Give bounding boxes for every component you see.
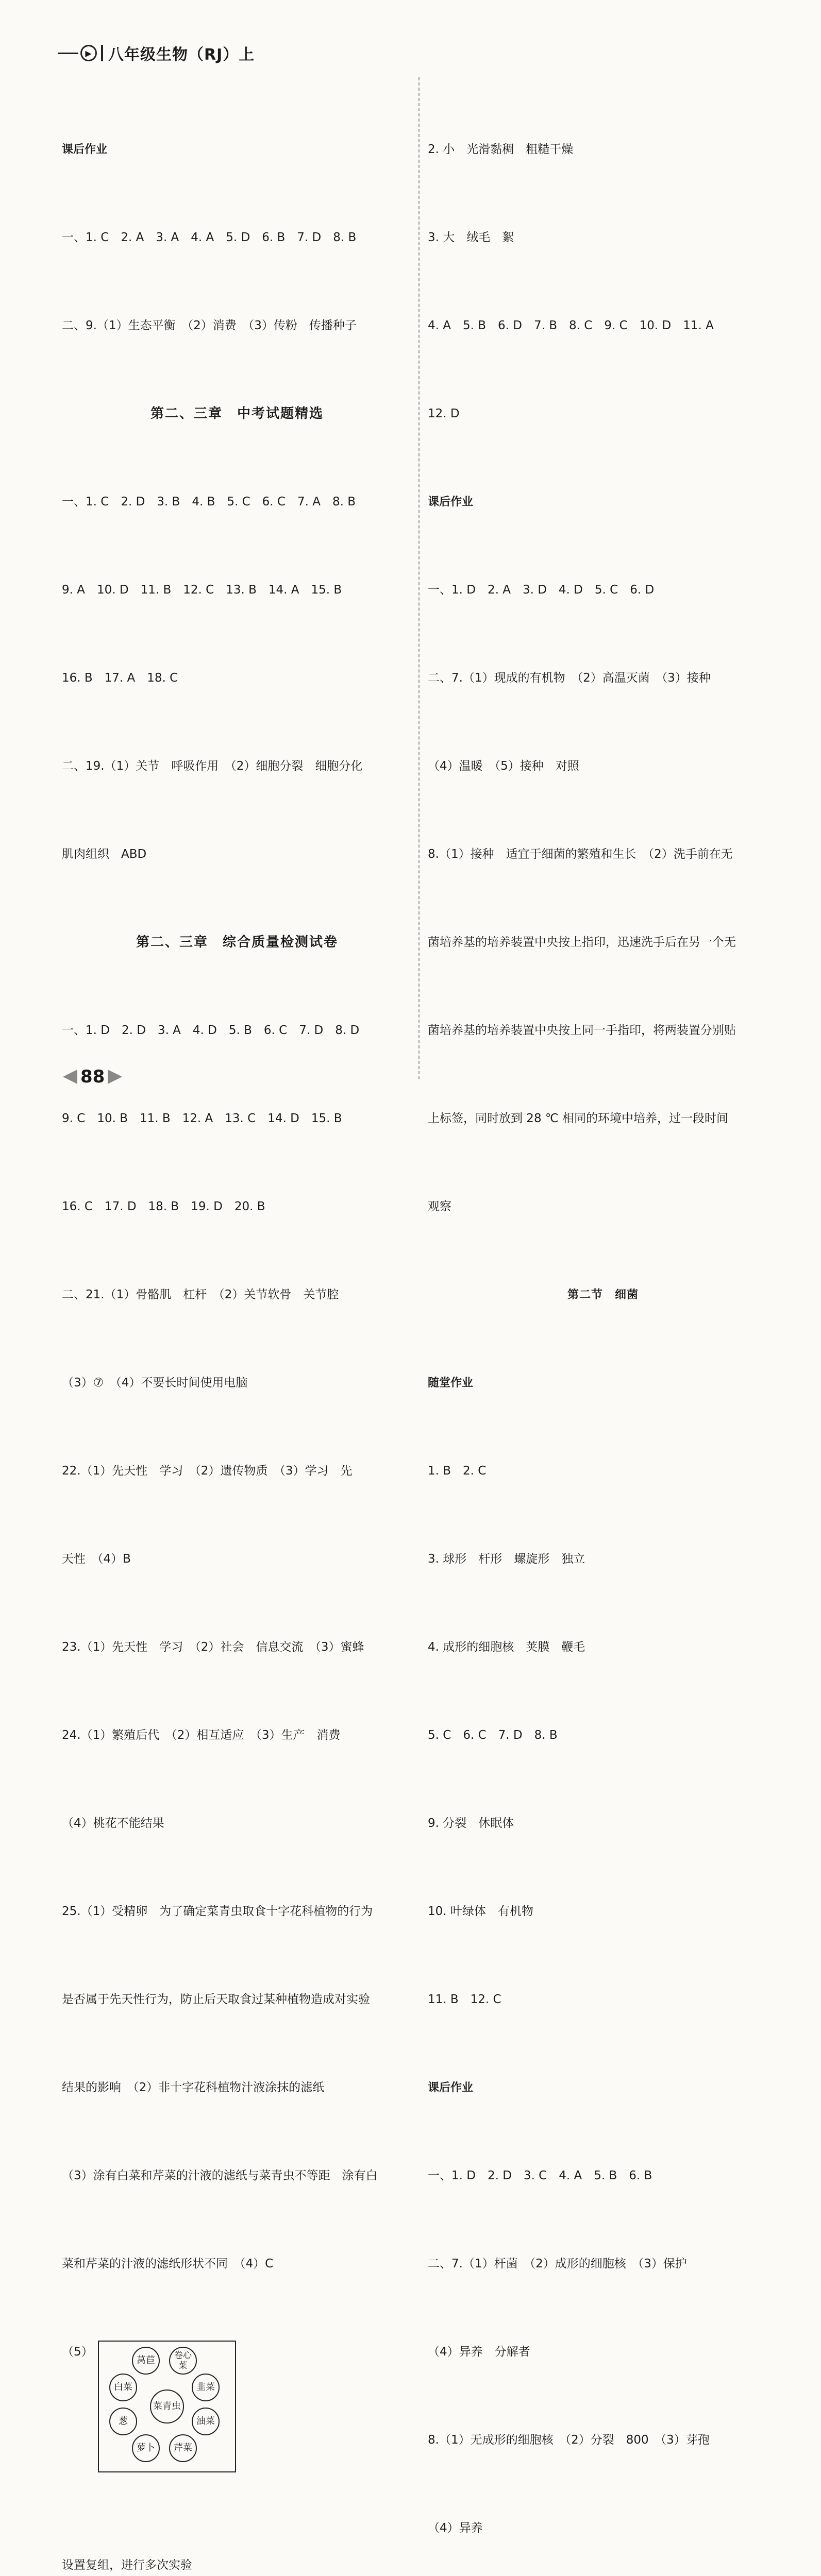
diagram-circle: 葱 (109, 2408, 137, 2435)
answer-line: 2. 小 光滑黏稠 粗糙干燥 (428, 143, 574, 156)
answer-line: 肌肉组织 ABD (62, 848, 147, 861)
left-column (62, 76, 412, 2576)
header-rule (58, 53, 78, 54)
answer-line: （4）异养 (428, 2521, 483, 2535)
running-header (58, 40, 255, 66)
diagram-circle: 莴苣 (132, 2347, 160, 2375)
answer-line: 一、1. D 2. D 3. C 4. A 5. B 6. B (428, 2169, 652, 2182)
answer-line: 二、7.（1）现成的有机物 （2）高温灭菌 （3）接种 (428, 671, 711, 685)
arrow-left-icon (63, 1070, 77, 1084)
answer-line: 3. 球形 杆形 螺旋形 独立 (428, 1552, 585, 1566)
diagram-circle: 韭菜 (192, 2374, 220, 2401)
answer-line: 二、19.（1）关节 呼吸作用 （2）细胞分裂 细胞分化 (62, 759, 363, 773)
answer-line: 4. 成形的细胞核 荚膜 鞭毛 (428, 1640, 585, 1654)
header-bar (101, 45, 103, 61)
answer-label: （5） (62, 2345, 93, 2359)
right-column (428, 76, 778, 2576)
answer-line: 25.（1）受精卵 为了确定菜青虫取食十字花科植物的行为 (62, 1905, 373, 1918)
diagram-circle: 芹菜 (169, 2434, 197, 2462)
answer-line: 9. C 10. B 11. B 12. A 13. C 14. D 15. B (62, 1112, 342, 1125)
answer-line: 3. 大 绒毛 絮 (428, 231, 514, 244)
diagram-center-circle: 菜青虫 (150, 2389, 184, 2424)
section-label: 课后作业 (428, 496, 474, 509)
answer-line: 菌培养基的培养装置中央按上同一手指印，将两装置分别贴 (428, 1024, 736, 1037)
answer-line: 4. A 5. B 6. D 7. B 8. C 9. C 10. D 11. A (428, 319, 714, 332)
answer-line: 8.（1）接种 适宜于细菌的繁殖和生长 （2）洗手前在无 (428, 848, 733, 861)
section-label: 课后作业 (428, 2081, 474, 2094)
play-icon: ▶ (80, 45, 97, 61)
answer-line: 5. C 6. C 7. D 8. B (428, 1728, 558, 1742)
experiment-diagram (98, 2341, 236, 2472)
page-number (63, 1064, 122, 1090)
answer-line: （4）异养 分解者 (428, 2345, 530, 2359)
answer-line: 天性 （4）B (62, 1552, 131, 1566)
answer-line: 8.（1）无成形的细胞核 （2）分裂 800 （3）芽孢 (428, 2433, 710, 2447)
answer-line: 设置复组，进行多次实验 (62, 2558, 192, 2572)
answer-line: 16. B 17. A 18. C (62, 671, 178, 685)
answer-line: （4）桃花不能结果 (62, 1817, 164, 1830)
answer-line: 一、1. D 2. A 3. D 4. D 5. C 6. D (428, 583, 655, 597)
chapter-heading: 第二、三章 综合质量检测试卷 (136, 935, 338, 950)
answer-line: 是否属于先天性行为，防止后天取食过某种植物造成对实验 (62, 1993, 370, 2006)
column-divider (418, 77, 420, 1079)
section-label: 课后作业 (62, 143, 108, 156)
section-heading: 第二节 细菌 (567, 1289, 639, 1301)
diagram-circle: 白菜 (109, 2374, 137, 2401)
answer-line: 11. B 12. C (428, 1993, 501, 2006)
answer-line: 结果的影响 （2）非十字花科植物汁液涂抹的滤纸 (62, 2081, 325, 2094)
answer-line: 9. A 10. D 11. B 12. C 13. B 14. A 15. B (62, 583, 342, 597)
answer-line: 12. D (428, 407, 460, 420)
answer-line: 一、1. C 2. A 3. A 4. A 5. D 6. B 7. D 8. B (62, 231, 357, 244)
diagram-circle: 卷心菜 (169, 2347, 197, 2375)
answer-line: 二、7.（1）杆菌 （2）成形的细胞核 （3）保护 (428, 2257, 687, 2270)
answer-line: 二、21.（1）骨骼肌 杠杆 （2）关节软骨 关节腔 (62, 1288, 339, 1301)
answer-line: 10. 叶绿体 有机物 (428, 1905, 533, 1918)
answer-line: 一、1. C 2. D 3. B 4. B 5. C 6. C 7. A 8. B (62, 495, 356, 509)
answer-line: 一、1. D 2. D 3. A 4. D 5. B 6. C 7. D 8. D (62, 1024, 360, 1037)
header-title: 八年级生物（RJ）上 (108, 46, 255, 64)
arrow-right-icon (108, 1070, 122, 1084)
answer-line: 二、9.（1）生态平衡 （2）消费 （3）传粉 传播种子 (62, 319, 357, 332)
answer-line: 菜和芹菜的汁液的滤纸形状不同 （4）C (62, 2257, 274, 2270)
answer-line: 22.（1）先天性 学习 （2）遗传物质 （3）学习 先 (62, 1464, 353, 1478)
answer-line: 16. C 17. D 18. B 19. D 20. B (62, 1200, 265, 1213)
section-label: 随堂作业 (428, 1377, 474, 1389)
answer-line: 9. 分裂 休眠体 (428, 1817, 514, 1830)
answer-line: 上标签，同时放到 28 ℃ 相同的环境中培养，过一段时间 (428, 1112, 729, 1125)
page-number-text: 88 (80, 1066, 105, 1087)
diagram-circle: 萝卜 (132, 2434, 160, 2462)
answer-line: 23.（1）先天性 学习 （2）社会 信息交流 （3）蜜蜂 (62, 1640, 364, 1654)
answer-line: 观察 (428, 1200, 451, 1213)
answer-line: 1. B 2. C (428, 1464, 487, 1478)
diagram-circle: 油菜 (192, 2408, 220, 2435)
answer-line: （3）⑦ （4）不要长时间使用电脑 (62, 1376, 248, 1389)
chapter-heading: 第二、三章 中考试题精选 (150, 406, 324, 421)
answer-line: （4）温暖 （5）接种 对照 (428, 759, 579, 773)
diagram-row (62, 2337, 412, 2492)
answer-line: （3）涂有白菜和芹菜的汁液的滤纸与菜青虫不等距 涂有白 (62, 2169, 378, 2182)
answer-line: 菌培养基的培养装置中央按上指印，迅速洗手后在另一个无 (428, 936, 736, 949)
answer-line: 24.（1）繁殖后代 （2）相互适应 （3）生产 消费 (62, 1728, 341, 1742)
